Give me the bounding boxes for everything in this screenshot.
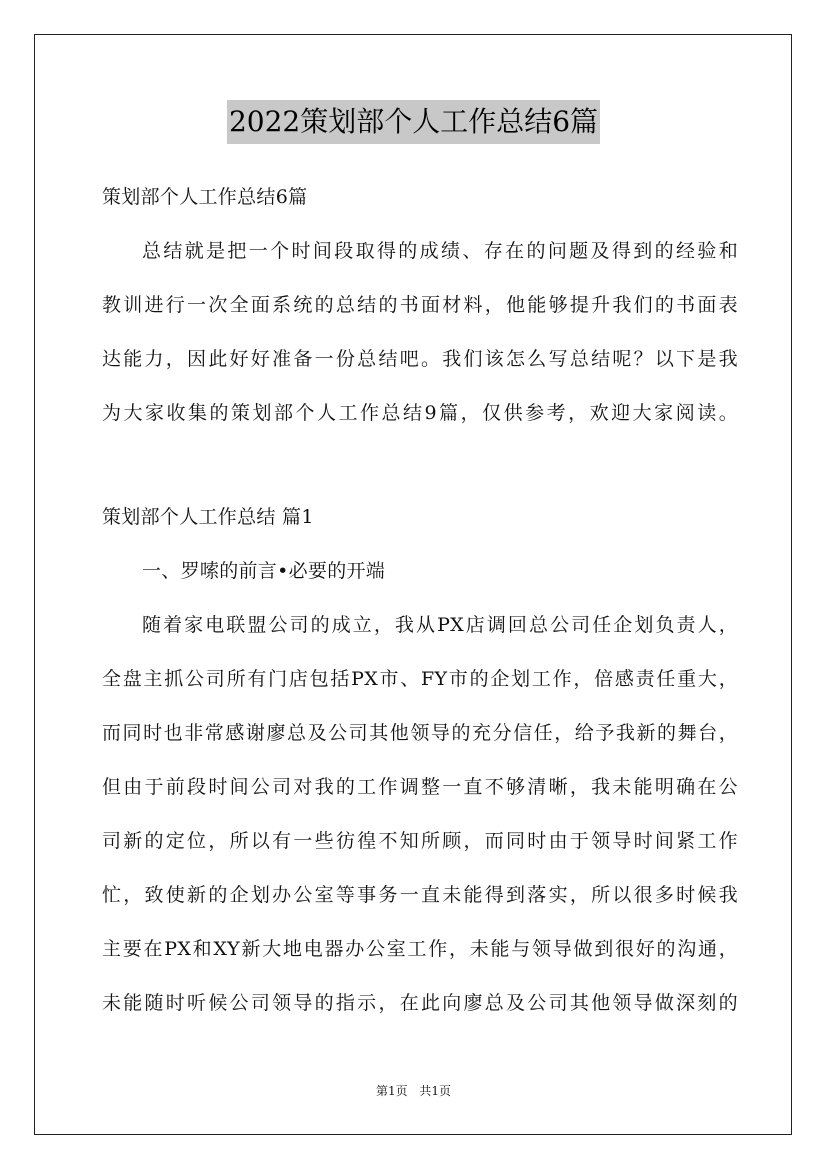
body-line: 未能随时听候公司领导的指示，在此向廖总及公司其他领导做深刻的 [102, 992, 738, 1014]
body-line: 主要在PX和XY新大地电器办公室工作，未能与领导做到很好的沟通， [102, 938, 738, 960]
paragraph-gap [102, 440, 738, 490]
body-line: 忙，致使新的企划办公室等事务一直未能得到落实，所以很多时候我 [102, 884, 738, 906]
subtitle: 策划部个人工作总结6篇 [102, 186, 308, 208]
body-line: 而同时也非常感谢廖总及公司其他领导的充分信任，给予我新的舞台， [102, 722, 738, 744]
body-line: 但由于前段时间公司对我的工作调整一直不够清晰，我未能明确在公 [102, 776, 738, 798]
intro-line: 总结就是把一个时间段取得的成绩、存在的问题及得到的经验和 [142, 240, 738, 262]
body-line: 全盘主抓公司所有门店包括PX市、FY市的企划工作，倍感责任重大， [102, 668, 738, 690]
page-footer [0, 1082, 827, 1099]
section-subheading: 一、罗嗦的前言•必要的开端 [142, 560, 386, 582]
page-number-total: 共1页 [419, 1084, 452, 1098]
title-container [0, 100, 827, 144]
body-line: 司新的定位，所以有一些彷徨不知所顾，而同时由于领导时间紧工作 [102, 830, 738, 852]
document-title: 2022策划部个人工作总结6篇 [227, 100, 600, 144]
intro-line: 为大家收集的策划部个人工作总结9篇，仅供参考，欢迎大家阅读。 [102, 402, 738, 424]
intro-line: 教训进行一次全面系统的总结的书面材料，他能够提升我们的书面表 [102, 294, 738, 316]
body-line: 随着家电联盟公司的成立，我从PX店调回总公司任企划负责人， [142, 614, 738, 636]
section-heading: 策划部个人工作总结 篇1 [102, 506, 314, 528]
intro-line: 达能力，因此好好准备一份总结吧。我们该怎么写总结呢？以下是我 [102, 348, 738, 370]
page-number-current: 第1页 [375, 1084, 408, 1098]
document-body [102, 170, 738, 1030]
